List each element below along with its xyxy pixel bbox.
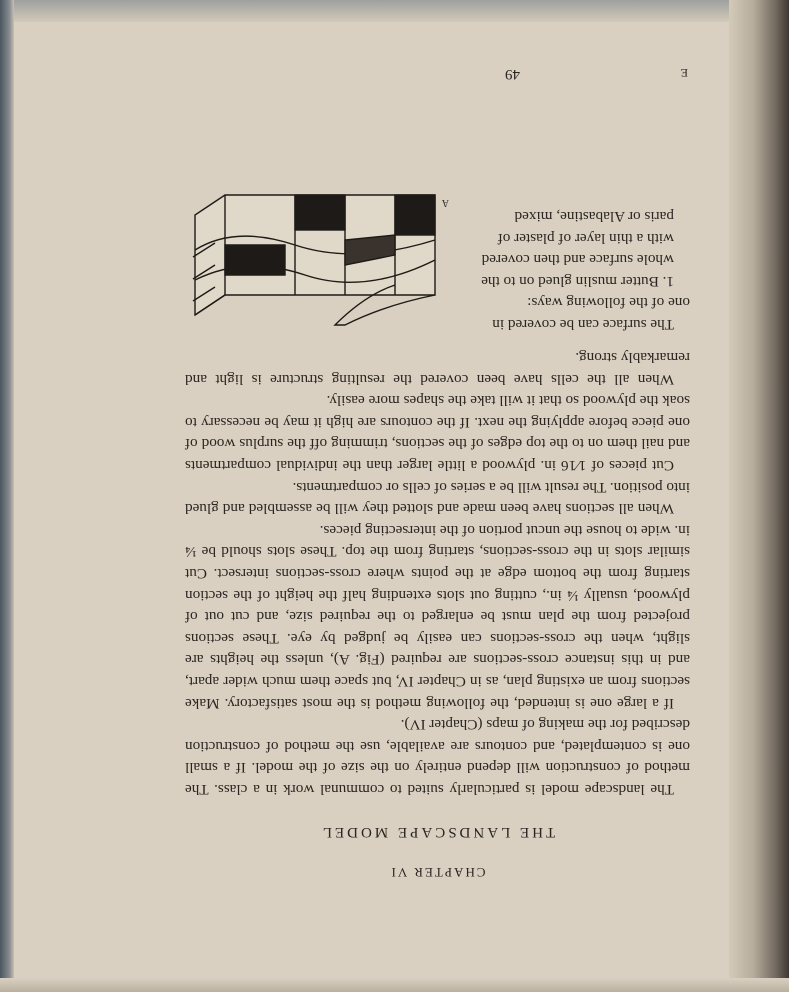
paragraph: The landscape model is particularly suited to communal work in a class. The method of construction will depend entirely on the size of the model. If a small one is contemplated, and contours are available, use the method of construction described for the making of maps (Chapter IV). [185, 716, 690, 798]
book-page-upside-down [185, 30, 690, 900]
surface-methods [475, 205, 690, 335]
figure-label: A [441, 197, 449, 208]
figure-a [185, 185, 455, 335]
book-cover-edge [0, 0, 14, 992]
sectional-model-drawing [185, 185, 455, 335]
scan-top-edge [0, 0, 789, 22]
paragraph: When all sections have been made and slotted they will be assembled and glued into position. The result will be a series of cells or compartments. [185, 478, 690, 518]
chapter-number: CHAPTER VI [389, 865, 486, 880]
paragraph: Cut pieces of 1⁄16 in. plywood a little larger than the individual compartments and nail them on to the top edges of the sections, trimming off the surplus wood of one piece before applying the next. If the contours are high it may be necessary to soak the plywood so that it will take the shapes more easily. [185, 392, 690, 475]
chapter-title: THE LANDSCAPE MODEL [319, 824, 556, 840]
paragraph: If a large one is intended, the following method is the most satisfactory. Make sections from an existing plan, as in Chapter IV, but space them much wider apart, and in this instance cross-sections are required (Fig. A), unless the heights are slight, when the cross-sections can easily be judged by eye. These sections projected from the plan must be enlarged to the required size, and cut out of plywood, usually ¼ in., cutting out slots extending half the height of the section starting from the bottom edge at the points where cross-sections intersect. Cut similar slots in the cross-sections, starting from the top. These slots should be ¼ in. wide to house the uncut portion of the intersecting pieces. [185, 521, 690, 712]
scan-bottom-edge [0, 978, 789, 992]
paragraph: When all the cells have been covered the resulting structure is light and remarkably strong. [185, 349, 690, 388]
signature-mark: E [680, 66, 688, 80]
page-number: 49 [505, 66, 520, 82]
body-text [185, 347, 690, 800]
book-binding-gutter [729, 0, 789, 992]
list-item: 1. Butter muslin glued on to the whole surface and then covered with a thin layer of plaster of paris or Alabastine, mixed [481, 208, 674, 290]
list-intro: The surface can be covered in one of the following ways: [492, 294, 690, 333]
